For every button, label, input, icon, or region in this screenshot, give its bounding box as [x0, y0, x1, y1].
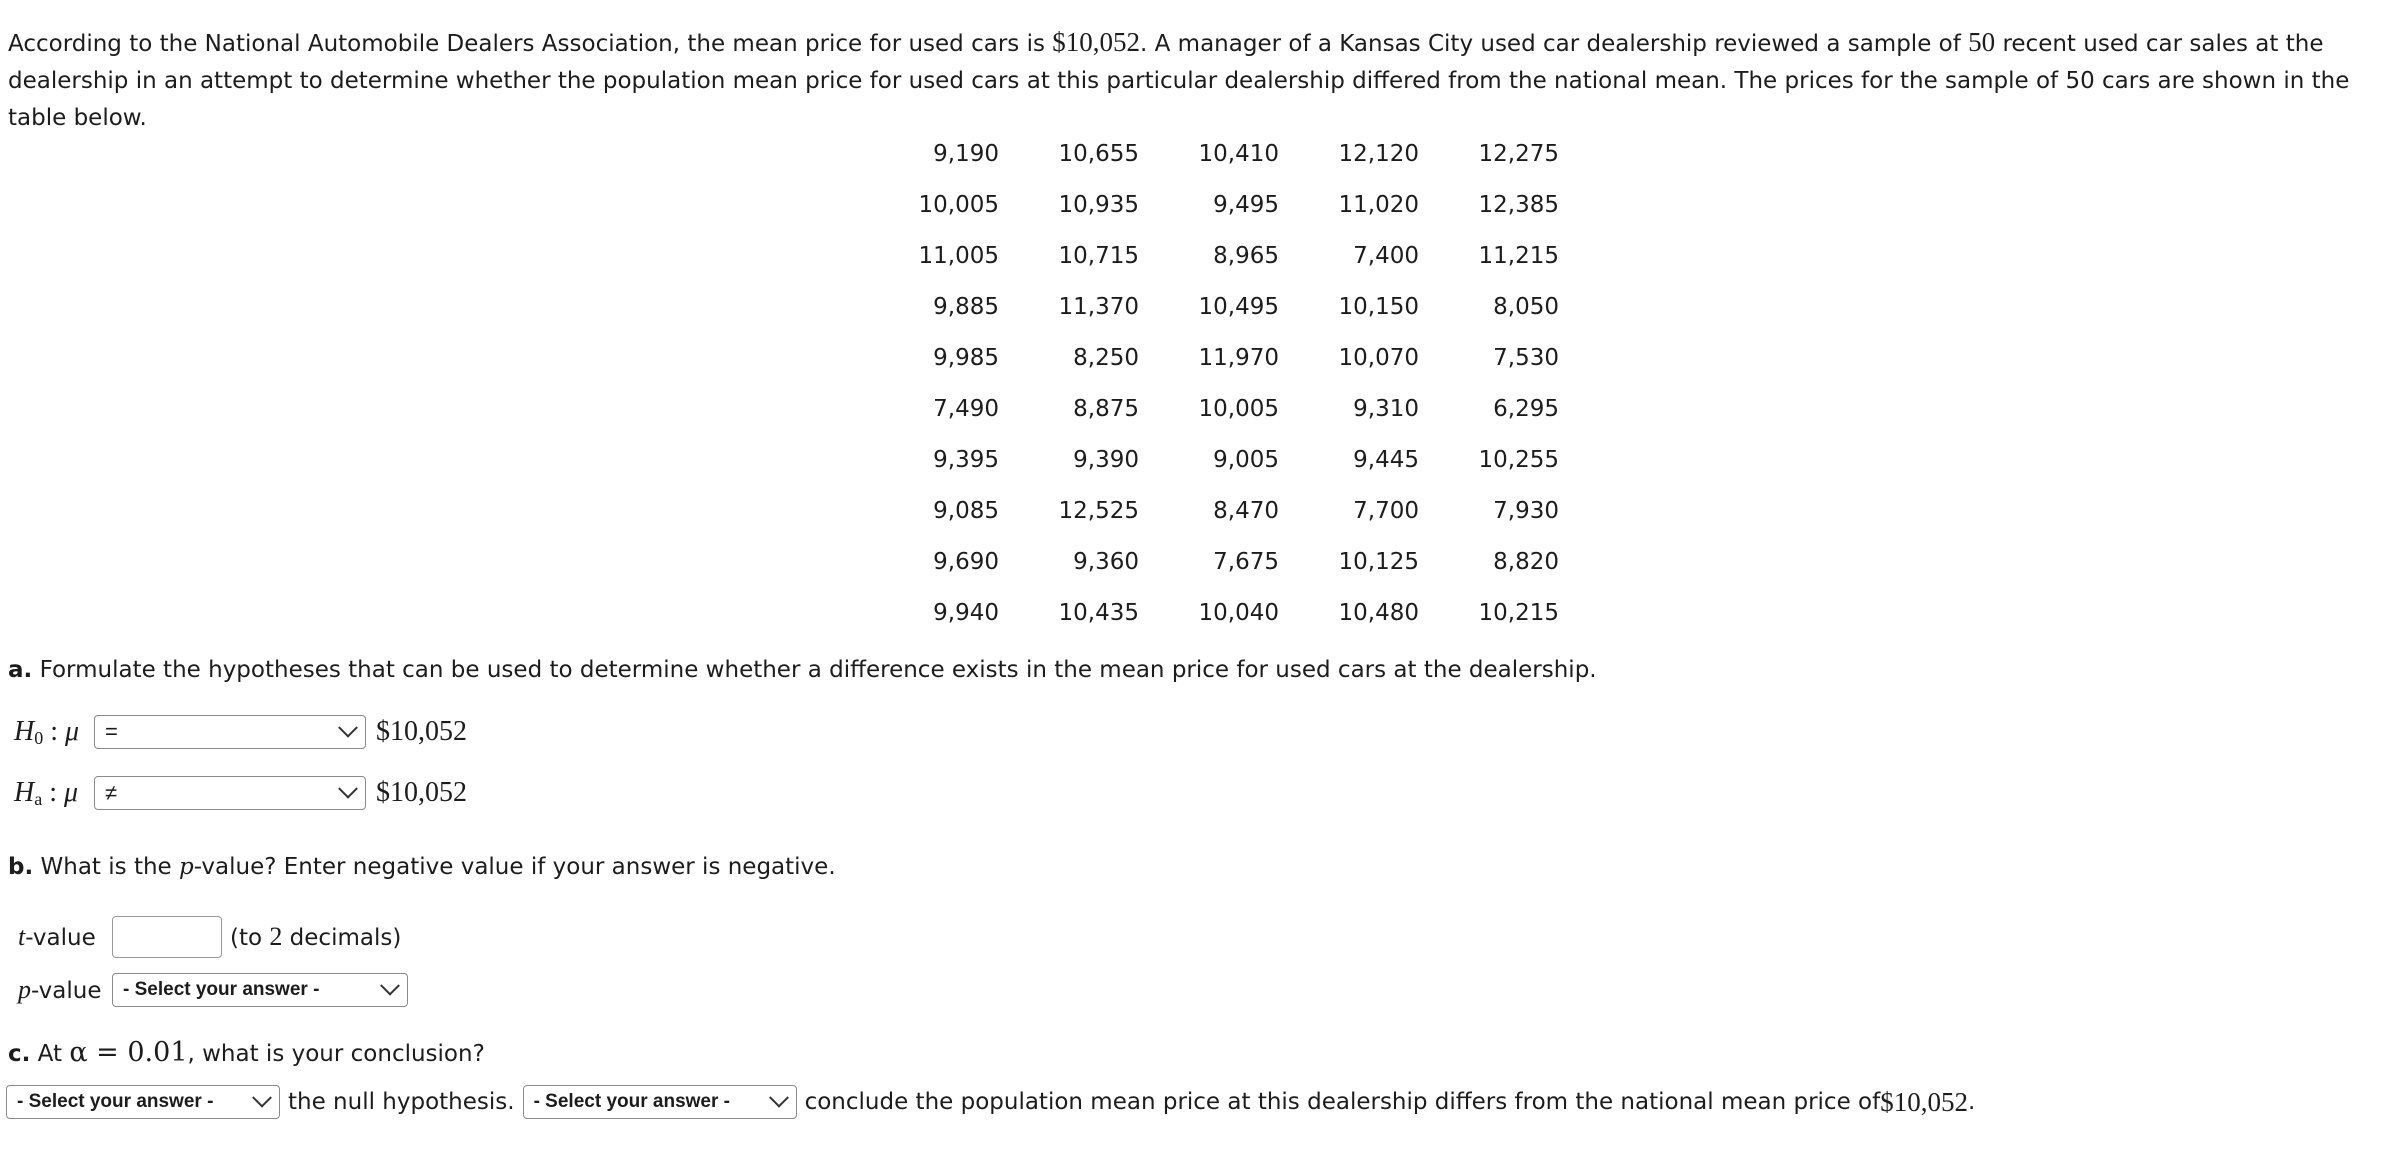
alternative-hypothesis-label: $H_a$ : μ [14, 776, 79, 809]
p-value-selected: - Select your answer - [123, 979, 320, 1000]
price-cell: 10,410 [1198, 140, 1279, 167]
price-cell: 9,005 [1213, 446, 1279, 473]
table-row [904, 383, 1559, 434]
intro-text-3: recent used car sales at the dealership in an attempt to determine whether the population mean price for used cars at this particular dealership differed from the national mean. The prices for the sample of 50 cars are shown in the table below. [8, 31, 2350, 131]
problem-intro [8, 24, 2396, 137]
hint-post: decimals) [282, 925, 402, 951]
p-value-label [18, 975, 112, 1005]
price-cell: 10,495 [1198, 293, 1279, 320]
price-cell: 12,385 [1478, 191, 1559, 218]
selected-operator: ≠ [105, 780, 118, 805]
chevron-down-icon [252, 1088, 272, 1108]
table-row [904, 128, 1559, 179]
table-row [904, 434, 1559, 485]
h-symbol: H [14, 776, 35, 808]
t-value-row [18, 916, 401, 958]
conclusion-mid-text: the null hypothesis. [288, 1089, 515, 1115]
p-value-row [18, 973, 408, 1007]
part-c-text-1: At [30, 1041, 70, 1067]
chevron-down-icon [769, 1088, 789, 1108]
sample-size-value: 50 [1968, 27, 1996, 57]
t-value-input[interactable] [112, 916, 222, 958]
null-hypothesis-value: $10,052 [376, 716, 467, 747]
price-cell: 12,525 [1058, 497, 1139, 524]
price-cell: 9,360 [1073, 548, 1139, 575]
price-cell: 7,675 [1213, 548, 1279, 575]
part-a-label: a. [8, 657, 33, 683]
price-cell: 10,040 [1198, 599, 1279, 626]
part-c-question [8, 1038, 485, 1069]
t-value-hint [230, 922, 401, 952]
table-row [904, 536, 1559, 587]
table-row [904, 179, 1559, 230]
price-cell: 8,875 [1073, 395, 1139, 422]
reject-decision-selected: - Select your answer - [17, 1091, 214, 1112]
chevron-down-icon [338, 718, 358, 738]
hint-pre: (to [230, 925, 270, 951]
h-subscript: 0 [34, 727, 44, 748]
table-row [904, 485, 1559, 536]
chevron-down-icon [338, 779, 358, 799]
price-cell: 7,930 [1493, 497, 1559, 524]
price-cell: 11,215 [1478, 242, 1559, 269]
part-b-label: b. [8, 854, 34, 880]
null-hypothesis-row [14, 714, 467, 750]
hint-number: 2 [269, 922, 283, 951]
alternative-hypothesis-row [14, 775, 467, 811]
alternative-hypothesis-operator-select[interactable] [94, 776, 366, 810]
t-value-label-text: -value [25, 925, 96, 951]
intro-text-1: According to the National Automobile Dealers Association, the mean price for used cars is [8, 31, 1053, 57]
t-symbol: t [18, 922, 26, 951]
price-cell: 8,050 [1493, 293, 1559, 320]
table-row [904, 587, 1559, 638]
price-cell: 10,435 [1058, 599, 1139, 626]
price-cell: 9,395 [933, 446, 999, 473]
null-hypothesis-label: $H_0$ : μ [14, 715, 80, 748]
price-cell: 10,070 [1338, 344, 1419, 371]
price-cell: 8,250 [1073, 344, 1139, 371]
conclusion-mean-value: $10,052 [1880, 1086, 1968, 1117]
null-hypothesis-operator-select[interactable] [94, 715, 366, 749]
price-cell: 7,400 [1353, 242, 1419, 269]
price-cell: 9,495 [1213, 191, 1279, 218]
part-c-text-2: , what is your conclusion? [187, 1041, 485, 1067]
price-cell: 11,370 [1058, 293, 1139, 320]
p-symbol: p [18, 975, 31, 1004]
price-cell: 10,715 [1058, 242, 1139, 269]
prices-table [904, 128, 1559, 638]
price-cell: 8,965 [1213, 242, 1279, 269]
price-cell: 10,255 [1478, 446, 1559, 473]
conclusion-row [6, 1085, 1975, 1119]
p-symbol: p [179, 854, 194, 880]
price-cell: 12,275 [1478, 140, 1559, 167]
intro-text-2: . A manager of a Kansas City used car dealership reviewed a sample of [1140, 31, 1969, 57]
price-cell: 6,295 [1493, 395, 1559, 422]
part-a-question [8, 655, 1597, 685]
price-cell: 11,020 [1338, 191, 1419, 218]
part-b-question [8, 852, 836, 882]
part-b-text-2: -value? Enter negative value if your answer is negative. [193, 854, 836, 880]
price-cell: 9,310 [1353, 395, 1419, 422]
part-a-text: Formulate the hypotheses that can be used to determine whether a difference exists in the mean price for used cars at the dealership. [32, 657, 1597, 683]
price-cell: 7,490 [933, 395, 999, 422]
price-cell: 9,690 [933, 548, 999, 575]
price-cell: 9,985 [933, 344, 999, 371]
alpha-value: α = 0.01 [69, 1037, 188, 1068]
price-cell: 10,215 [1478, 599, 1559, 626]
price-cell: 8,820 [1493, 548, 1559, 575]
table-row [904, 230, 1559, 281]
conclusion-tail-text: conclude the population mean price at this dealership differs from the national mean price of [804, 1089, 1881, 1115]
price-cell: 9,085 [933, 497, 999, 524]
p-value-label-text: -value [31, 978, 102, 1004]
price-cell: 10,150 [1338, 293, 1419, 320]
price-cell: 10,480 [1338, 599, 1419, 626]
chevron-down-icon [380, 976, 400, 996]
price-cell: 8,470 [1213, 497, 1279, 524]
t-value-label [18, 922, 112, 952]
price-cell: 9,190 [933, 140, 999, 167]
conclusion-end: . [1967, 1089, 1976, 1115]
part-b-text-1: What is the [33, 854, 179, 880]
p-value-select[interactable] [112, 973, 408, 1007]
reject-decision-select[interactable] [6, 1085, 280, 1119]
mu-symbol: μ [64, 776, 79, 808]
part-c-label: c. [8, 1041, 31, 1067]
price-cell: 9,885 [933, 293, 999, 320]
conclude-decision-select[interactable] [523, 1085, 797, 1119]
price-cell: 12,120 [1338, 140, 1419, 167]
price-cell: 10,005 [918, 191, 999, 218]
price-cell: 10,655 [1058, 140, 1139, 167]
alternative-hypothesis-value: $10,052 [376, 777, 467, 808]
mu-symbol: μ [65, 715, 80, 747]
selected-operator: = [105, 719, 118, 744]
price-cell: 10,125 [1338, 548, 1419, 575]
national-mean-value: $10,052 [1052, 27, 1141, 57]
price-cell: 7,700 [1353, 497, 1419, 524]
table-row [904, 281, 1559, 332]
price-cell: 11,970 [1198, 344, 1279, 371]
price-cell: 10,005 [1198, 395, 1279, 422]
table-row [904, 332, 1559, 383]
price-cell: 9,445 [1353, 446, 1419, 473]
price-cell: 9,390 [1073, 446, 1139, 473]
price-cell: 7,530 [1493, 344, 1559, 371]
conclude-decision-selected: - Select your answer - [533, 1091, 730, 1112]
price-cell: 11,005 [918, 242, 999, 269]
price-cell: 9,940 [933, 599, 999, 626]
h-symbol: H [14, 715, 35, 747]
price-cell: 10,935 [1058, 191, 1139, 218]
h-subscript: a [34, 788, 43, 809]
